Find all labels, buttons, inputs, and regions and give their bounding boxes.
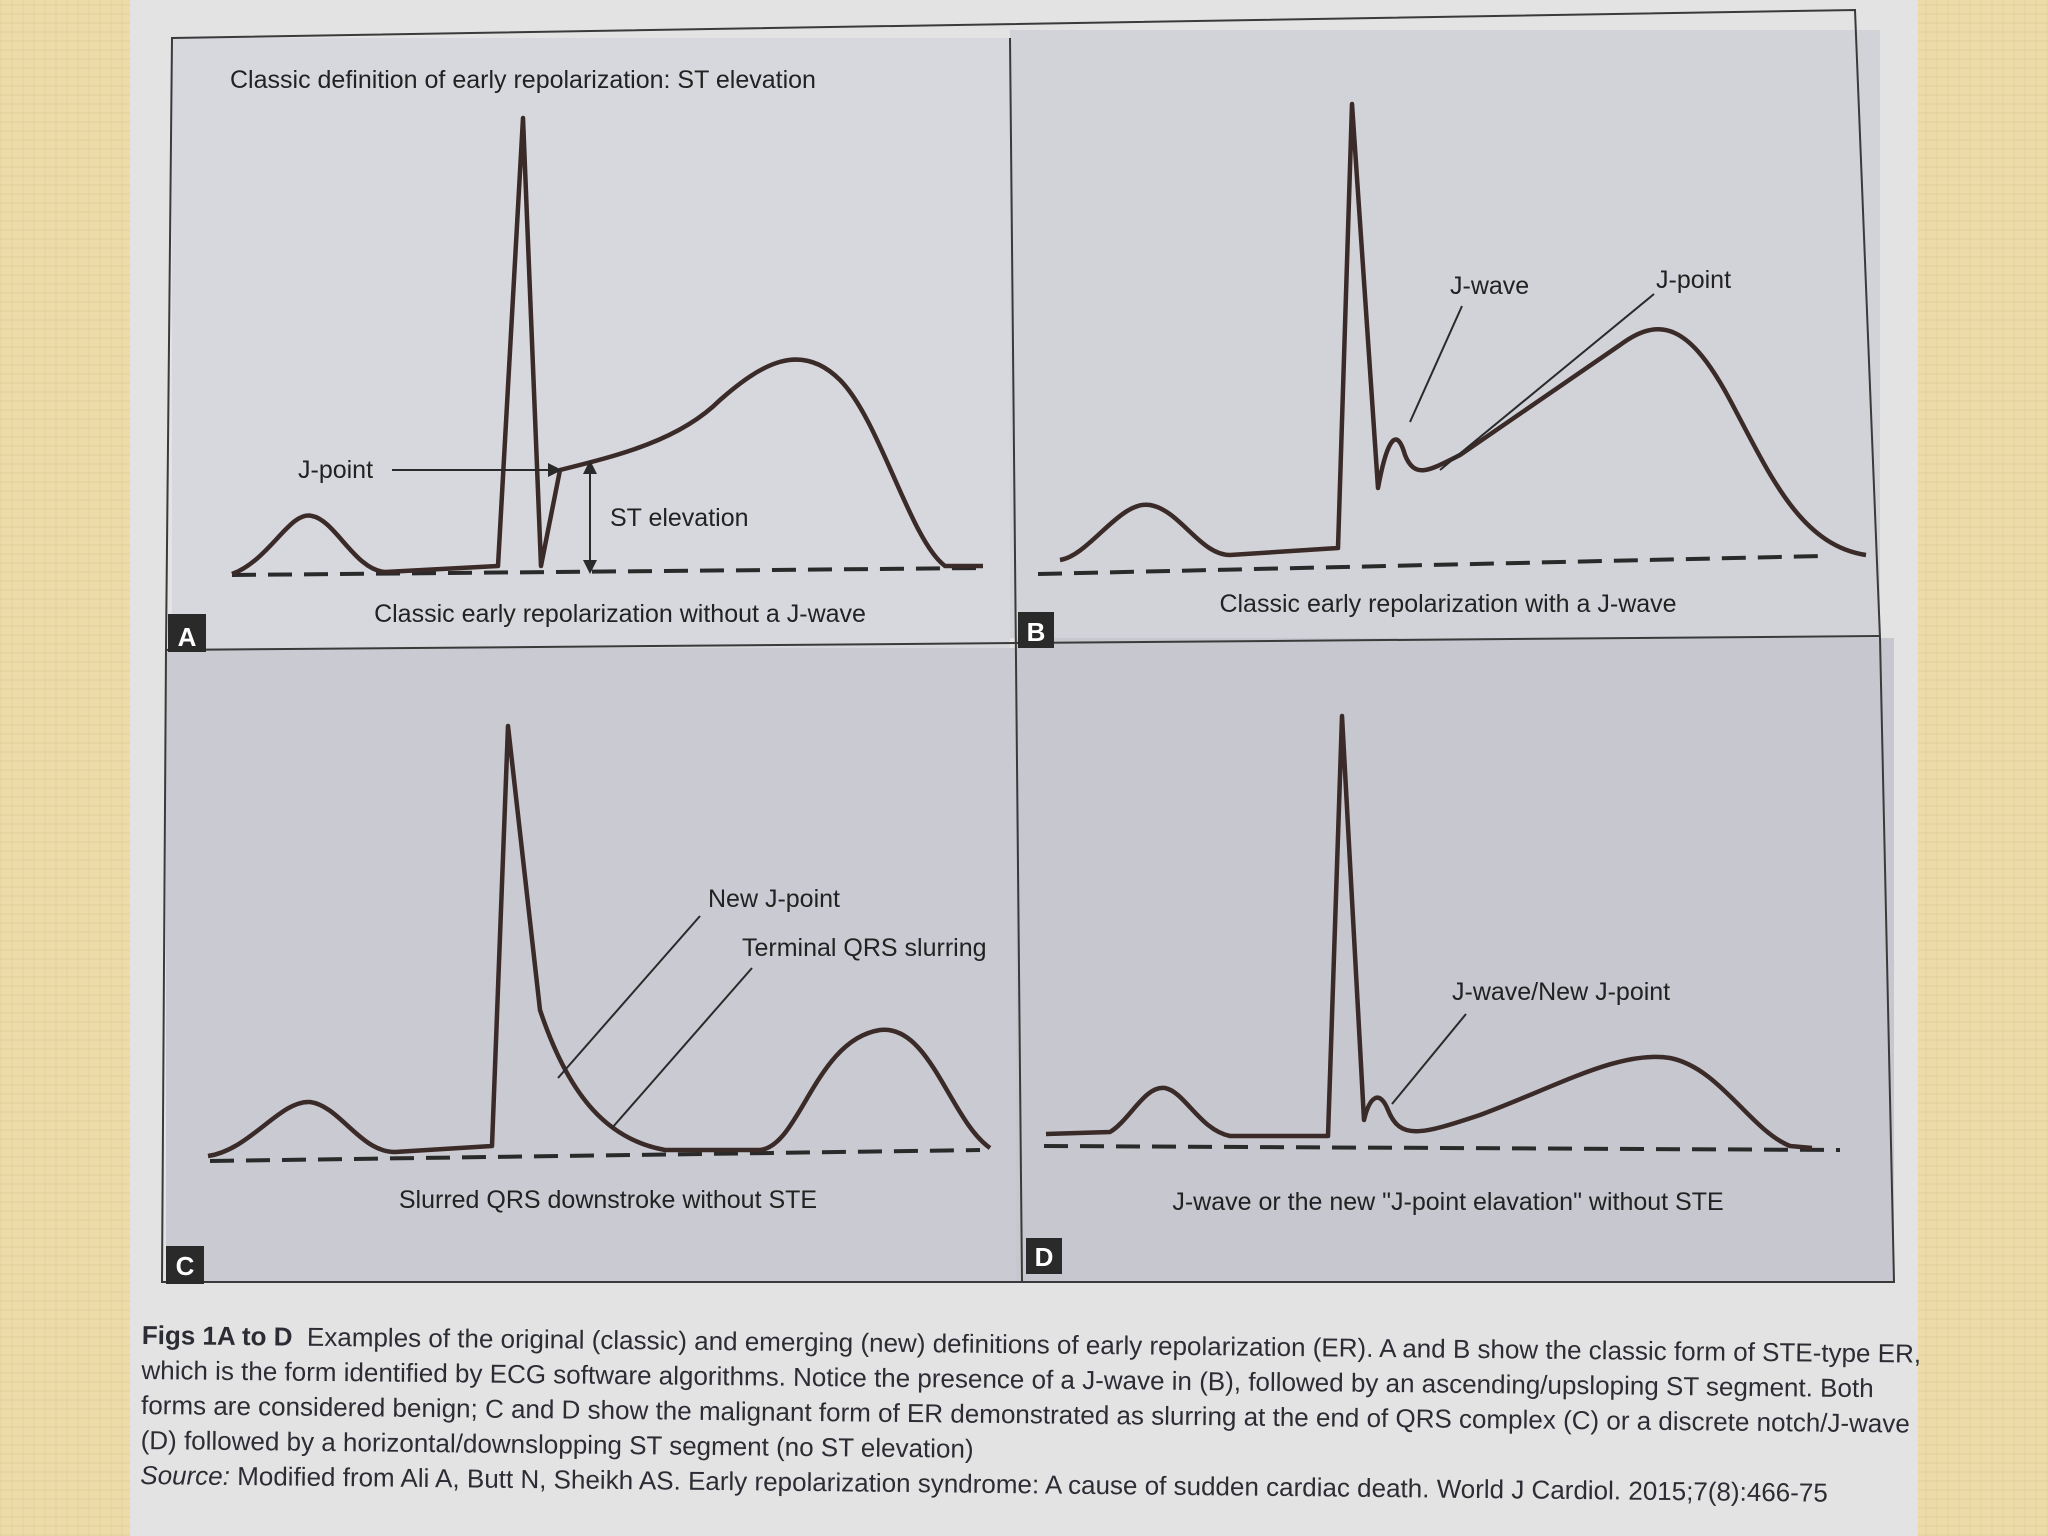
panel-c-terminal-slurring-label: Terminal QRS slurring [742, 934, 987, 962]
figure-caption-text [141, 1318, 1922, 1477]
panel-a-st-elevation-label: ST elevation [610, 504, 749, 532]
panel-c-letter: C [175, 1251, 195, 1281]
panel-a-j-point-label: J-point [298, 456, 374, 484]
panel-a-letter-box [168, 614, 206, 652]
panel-b-j-wave-label: J-wave [1450, 272, 1530, 300]
panel-c-caption: Slurred QRS downstroke without STE [398, 1186, 818, 1214]
panel-b-bg [1010, 30, 1880, 638]
panel-d-letter: D [1034, 1242, 1054, 1272]
figure-caption-body: Examples of the original (classic) and emerging (new) definitions of early repolarization (ER). A and B show the classic form of STE-type ER, which is the form identified by ECG software algorithms. Notice the presence of a J-wave in (B), followed by an ascending/upsloping ST segment. Both forms are considered benign; C and D show the malignant form of ER demonstrated as slurring at the end of QRS complex (C) or a discrete notch/J-wave (D) followed by a horizontal/downslopping ST segment (no ST elevation) [140, 1321, 1922, 1464]
panel-b-letter: B [1026, 617, 1046, 647]
figure-caption [140, 1318, 1922, 1512]
figure-source-text: Modified from Ali A, Butt N, Sheikh AS. Early repolarization syndrome: A cause of sudden cardiac death. World J Cardiol. 2015;7(8):466-75 [237, 1461, 1828, 1508]
panel-b-j-point-label: J-point [1656, 266, 1732, 294]
panel-a-caption: Classic early repolarization without a J-wave [374, 600, 866, 628]
panel-b-caption: Classic early repolarization with a J-wave [1219, 590, 1677, 618]
panel-c-letter-box [166, 1246, 204, 1284]
panel-d-bg [1016, 638, 1894, 1282]
panel-c-new-j-point-label: New J-point [708, 885, 840, 913]
figure-caption-figs: Figs 1A to D [141, 1319, 293, 1352]
panel-d-caption: J-wave or the new "J-point elavation" without STE [1172, 1188, 1724, 1216]
panel-d-j-wave-label: J-wave/New J-point [1452, 978, 1671, 1006]
figure-source-label: Source: [140, 1459, 231, 1491]
panel-d-letter-box [1026, 1238, 1062, 1274]
panel-a-header: Classic definition of early repolarization: ST elevation [230, 66, 816, 94]
panel-b-letter-box [1018, 612, 1054, 648]
panel-a-letter: A [177, 622, 197, 652]
